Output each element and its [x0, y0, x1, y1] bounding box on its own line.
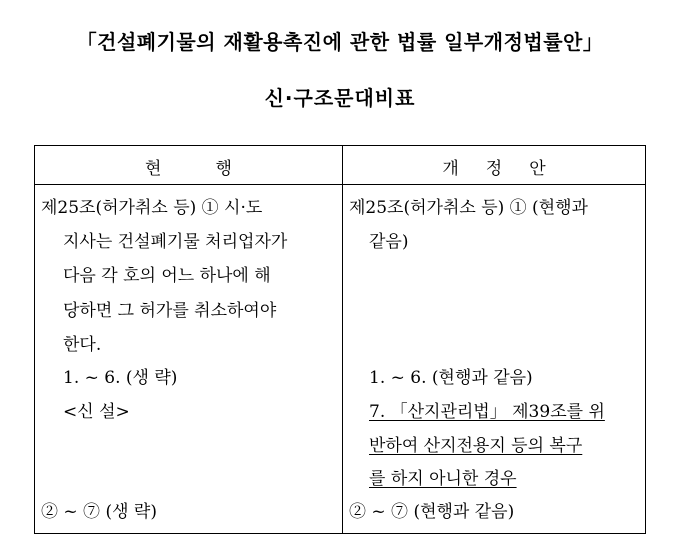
- document-subtitle: 신·구조문대비표: [264, 86, 416, 110]
- column-divider: [342, 146, 343, 533]
- proposed-items-1-6: 1. ~ 6. (현행과 같음): [369, 368, 533, 388]
- proposed-paras-2-7: ② ~ ⑦ (현행과 같음): [349, 502, 515, 522]
- proposed-article-line-2: 같음): [369, 232, 409, 252]
- current-article-line-4: 당하면 그 허가를 취소하여야: [63, 301, 277, 321]
- proposed-item7-line-1: 7. 「산지관리법」 제39조를 위: [369, 402, 605, 422]
- current-items-1-6: 1. ~ 6. (생 략): [63, 368, 178, 388]
- comparison-table: [34, 145, 646, 534]
- current-article-line-2: 지사는 건설폐기물 처리업자가: [63, 232, 288, 252]
- current-article-line-3: 다음 각 호의 어느 하나에 해: [63, 266, 271, 286]
- header-current: 현 행: [145, 159, 232, 179]
- proposed-item7-line-3: 를 하지 아니한 경우: [369, 469, 517, 489]
- current-new-item: <신 설>: [63, 402, 130, 422]
- current-paras-2-7: ② ~ ⑦ (생 략): [41, 502, 157, 522]
- header-divider: [35, 184, 645, 185]
- proposed-item7-line-2: 반하여 산지전용지 등의 복구: [369, 436, 583, 456]
- current-article-line-1: 제25조(허가취소 등) ① 시·도: [41, 198, 263, 218]
- current-article-line-5: 한다.: [63, 335, 102, 355]
- proposed-article-line-1: 제25조(허가취소 등) ① (현행과: [349, 198, 588, 218]
- header-proposed: 개 정 안: [442, 159, 546, 179]
- document-title: 「건설폐기물의 재활용촉진에 관한 법률 일부개정법률안」: [76, 30, 604, 54]
